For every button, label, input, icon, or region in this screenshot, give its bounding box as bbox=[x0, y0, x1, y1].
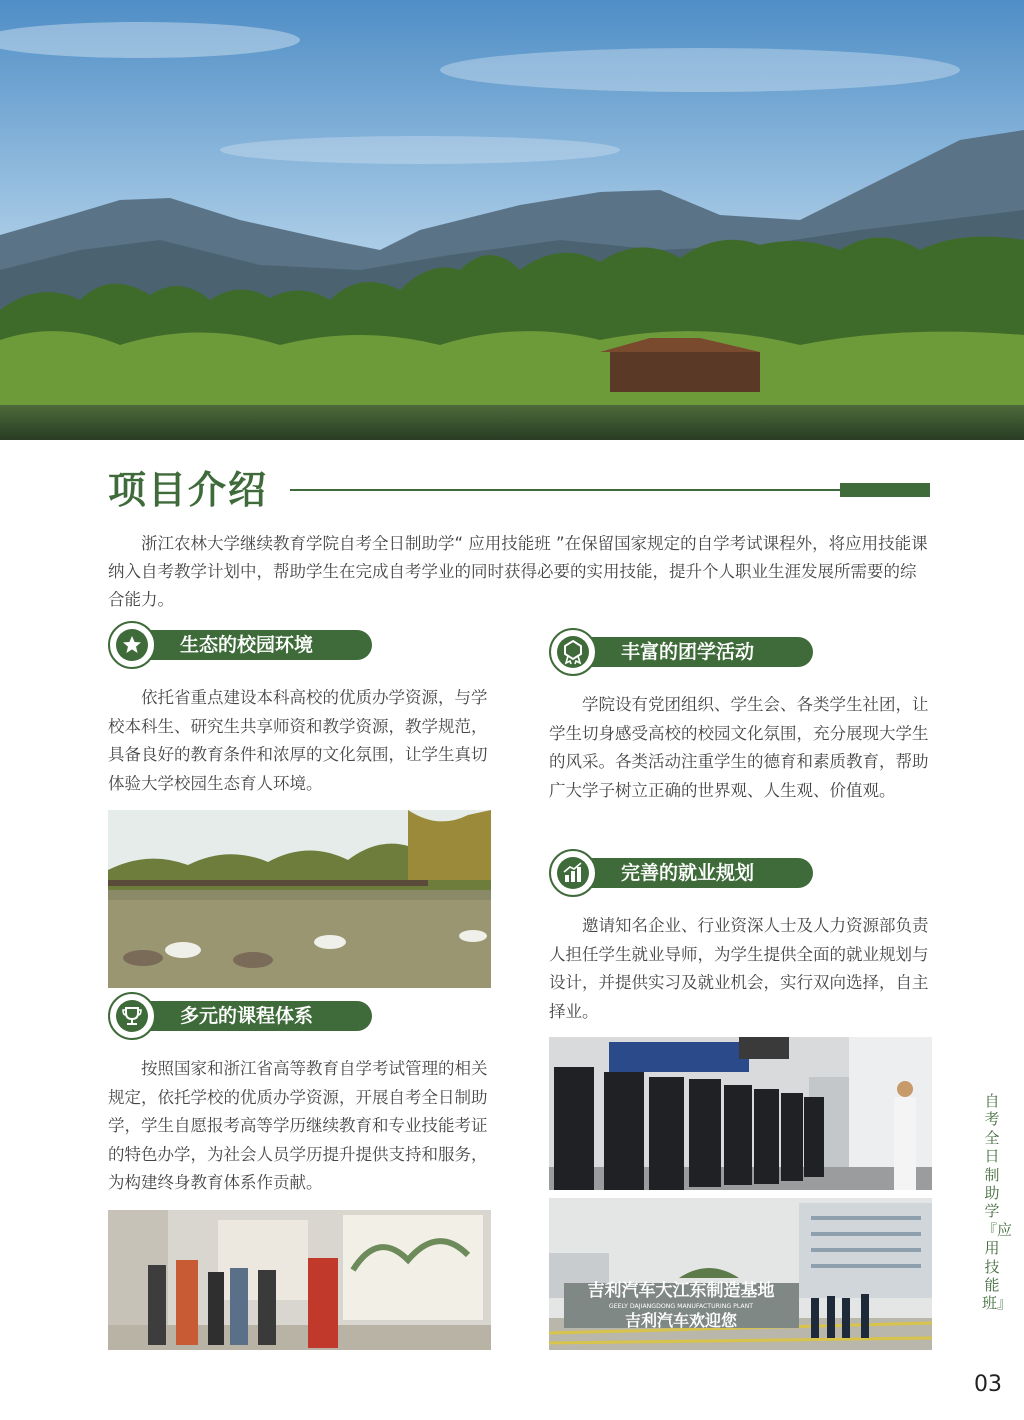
section-heading-label: 生态的校园环境 bbox=[134, 630, 372, 660]
title-divider-line bbox=[290, 489, 842, 491]
trophy-icon bbox=[108, 992, 156, 1040]
factory-banner: 吉利汽车欢迎您 bbox=[624, 1311, 738, 1330]
section-text-activities: 学院设有党团组织、学生会、各类学生社团，让学生切身感受高校的校园文化氛围，充分展现大学生的风采。各类活动注重学生的德育和素质教育，帮助广大学子树立正确的世界观、人生观、价值观。 bbox=[549, 695, 929, 800]
section-heading-campus bbox=[108, 627, 372, 663]
gallery-visit-photo bbox=[108, 1210, 491, 1350]
star-badge-icon bbox=[108, 621, 156, 669]
section-heading-label: 丰富的团学活动 bbox=[575, 637, 813, 667]
section-heading-courses bbox=[108, 998, 372, 1034]
section-heading-activities bbox=[549, 634, 813, 670]
section-text-courses: 按照国家和浙江省高等教育自学考试管理的相关规定，依托学校的优质办学资源，开展自考全日制助学，学生自愿报考高等学历继续教育和专业技能考证的特色办学，为社会人员学历提升提供支持和服务，为构建终身教育体系作贡献。 bbox=[108, 1059, 488, 1192]
page-title: 项目介绍 bbox=[108, 468, 269, 512]
section-heading-label: 多元的课程体系 bbox=[134, 1001, 372, 1031]
uniformed-students-photo bbox=[549, 1037, 932, 1190]
section-text-employment: 邀请知名企业、行业资深人士及人力资源部负责人担任学生就业导师，为学生提供全面的就业规划与设计，并提供实习及就业机会，实行双向选择，自主择业。 bbox=[549, 916, 929, 1021]
page-number: 03 bbox=[974, 1372, 1002, 1397]
intro-paragraph: 浙江农林大学继续教育学院自考全日制助学“ 应用技能班 ”在保留国家规定的自学考试课程外，将应用技能课纳入自考教学计划中，帮助学生在完成自考学业的同时获得必要的实用技能，提升个人职业生涯发展所需要的综合能力。 bbox=[108, 534, 928, 609]
section-heading-employment bbox=[549, 855, 813, 891]
factory-sign-sub: GEELY DAJIANGDONG MANUFACTURING PLANT bbox=[608, 1303, 754, 1310]
title-accent-bar bbox=[840, 483, 930, 497]
section-text-campus: 依托省重点建设本科高校的优质办学资源，与学校本科生、研究生共享师资和教学资源，教学规范，具备良好的教育条件和浓厚的文化氛围，让学生真切体验大学校园生态育人环境。 bbox=[108, 688, 488, 793]
factory-entrance-photo bbox=[549, 1198, 932, 1350]
growth-chart-icon bbox=[549, 849, 597, 897]
lake-geese-photo bbox=[108, 810, 491, 988]
hero-landscape-image bbox=[0, 0, 1024, 440]
medal-icon bbox=[549, 628, 597, 676]
section-heading-label: 完善的就业规划 bbox=[575, 858, 813, 888]
side-vertical-caption: 自考全日制助学『应用技能班』 bbox=[982, 1092, 1013, 1313]
factory-sign-top: 吉利汽车大江东制造基地 bbox=[587, 1281, 775, 1301]
